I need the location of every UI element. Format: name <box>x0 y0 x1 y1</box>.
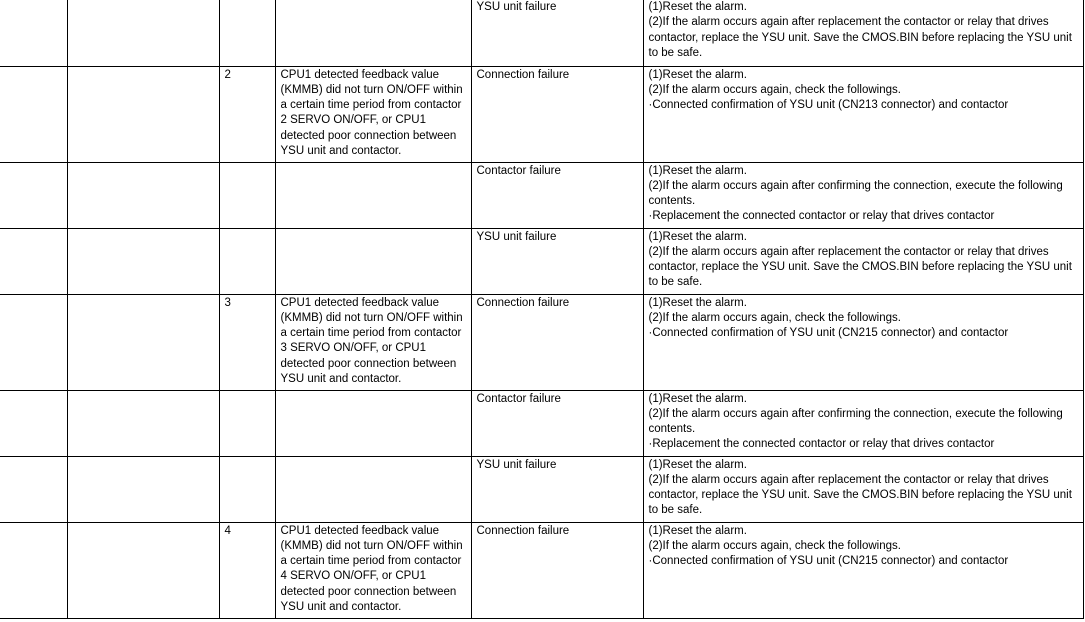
sub-code-cell: 3 <box>219 294 275 390</box>
sub-code-cell <box>219 162 275 228</box>
alarm-name-cell <box>67 456 219 522</box>
description-cell <box>275 0 471 66</box>
remedy-cell: (1)Reset the alarm. (2)If the alarm occurs again after confirming the connection, execute the following contents. ·Replacement the connected contactor or relay that drives contactor <box>643 390 1083 456</box>
cause-cell: Connection failure <box>471 66 643 162</box>
description-cell <box>275 228 471 294</box>
alarm-code-cell <box>0 228 67 294</box>
description-cell <box>275 456 471 522</box>
cause-cell: Contactor failure <box>471 390 643 456</box>
sub-code-cell: 4 <box>219 522 275 618</box>
cause-cell: Contactor failure <box>471 162 643 228</box>
description-cell: CPU1 detected feedback value (KMMB) did not turn ON/OFF within a certain time period from contactor 2 SERVO ON/OFF, or CPU1 detected poor connection between YSU unit and contactor. <box>275 66 471 162</box>
alarm-code-cell <box>0 0 67 66</box>
description-cell: CPU1 detected feedback value (KMMB) did not turn ON/OFF within a certain time period from contactor 3 SERVO ON/OFF, or CPU1 detected poor connection between YSU unit and contactor. <box>275 294 471 390</box>
description-cell: CPU1 detected feedback value (KMMB) did not turn ON/OFF within a certain time period from contactor 4 SERVO ON/OFF, or CPU1 detected poor connection between YSU unit and contactor. <box>275 522 471 618</box>
remedy-cell: (1)Reset the alarm. (2)If the alarm occurs again, check the followings. ·Connected confirmation of YSU unit (CN215 connector) and contactor <box>643 294 1083 390</box>
alarm-code-cell <box>0 162 67 228</box>
table-row <box>0 0 1083 66</box>
remedy-cell: (1)Reset the alarm. (2)If the alarm occurs again after replacement the contactor or relay that drives contactor, replace the YSU unit. Save the CMOS.BIN before replacing the YSU unit to be safe. <box>643 228 1083 294</box>
remedy-cell: (1)Reset the alarm. (2)If the alarm occurs again after confirming the connection, execute the following contents. ·Replacement the connected contactor or relay that drives contactor <box>643 162 1083 228</box>
description-cell <box>275 162 471 228</box>
cause-cell: YSU unit failure <box>471 228 643 294</box>
alarm-code-cell <box>0 390 67 456</box>
table-row <box>0 162 1083 228</box>
table-row <box>0 228 1083 294</box>
remedy-cell: (1)Reset the alarm. (2)If the alarm occurs again, check the followings. ·Connected confirmation of YSU unit (CN215 connector) and contactor <box>643 522 1083 618</box>
cause-cell: Connection failure <box>471 294 643 390</box>
alarm-name-cell <box>67 162 219 228</box>
alarm-name-cell <box>67 522 219 618</box>
alarm-name-cell <box>67 66 219 162</box>
cause-cell: YSU unit failure <box>471 456 643 522</box>
table-row <box>0 390 1083 456</box>
alarm-name-cell <box>67 228 219 294</box>
cause-cell: Connection failure <box>471 522 643 618</box>
table-row <box>0 66 1083 162</box>
alarm-name-cell <box>67 0 219 66</box>
remedy-cell: (1)Reset the alarm. (2)If the alarm occurs again after replacement the contactor or relay that drives contactor, replace the YSU unit. Save the CMOS.BIN before replacing the YSU unit to be safe. <box>643 0 1083 66</box>
alarm-name-cell <box>67 390 219 456</box>
remedy-cell: (1)Reset the alarm. (2)If the alarm occurs again after replacement the contactor or relay that drives contactor, replace the YSU unit. Save the CMOS.BIN before replacing the YSU unit to be safe. <box>643 456 1083 522</box>
description-cell <box>275 390 471 456</box>
sub-code-cell <box>219 228 275 294</box>
table-row <box>0 522 1083 618</box>
sub-code-cell: 2 <box>219 66 275 162</box>
table-row <box>0 294 1083 390</box>
sub-code-cell <box>219 390 275 456</box>
sub-code-cell <box>219 456 275 522</box>
alarm-code-cell <box>0 66 67 162</box>
table-row <box>0 456 1083 522</box>
alarm-code-cell <box>0 522 67 618</box>
alarm-code-cell <box>0 294 67 390</box>
remedy-cell: (1)Reset the alarm. (2)If the alarm occurs again, check the followings. ·Connected confirmation of YSU unit (CN213 connector) and contactor <box>643 66 1083 162</box>
alarm-name-cell <box>67 294 219 390</box>
sub-code-cell <box>219 0 275 66</box>
alarm-code-cell <box>0 456 67 522</box>
cause-cell: YSU unit failure <box>471 0 643 66</box>
